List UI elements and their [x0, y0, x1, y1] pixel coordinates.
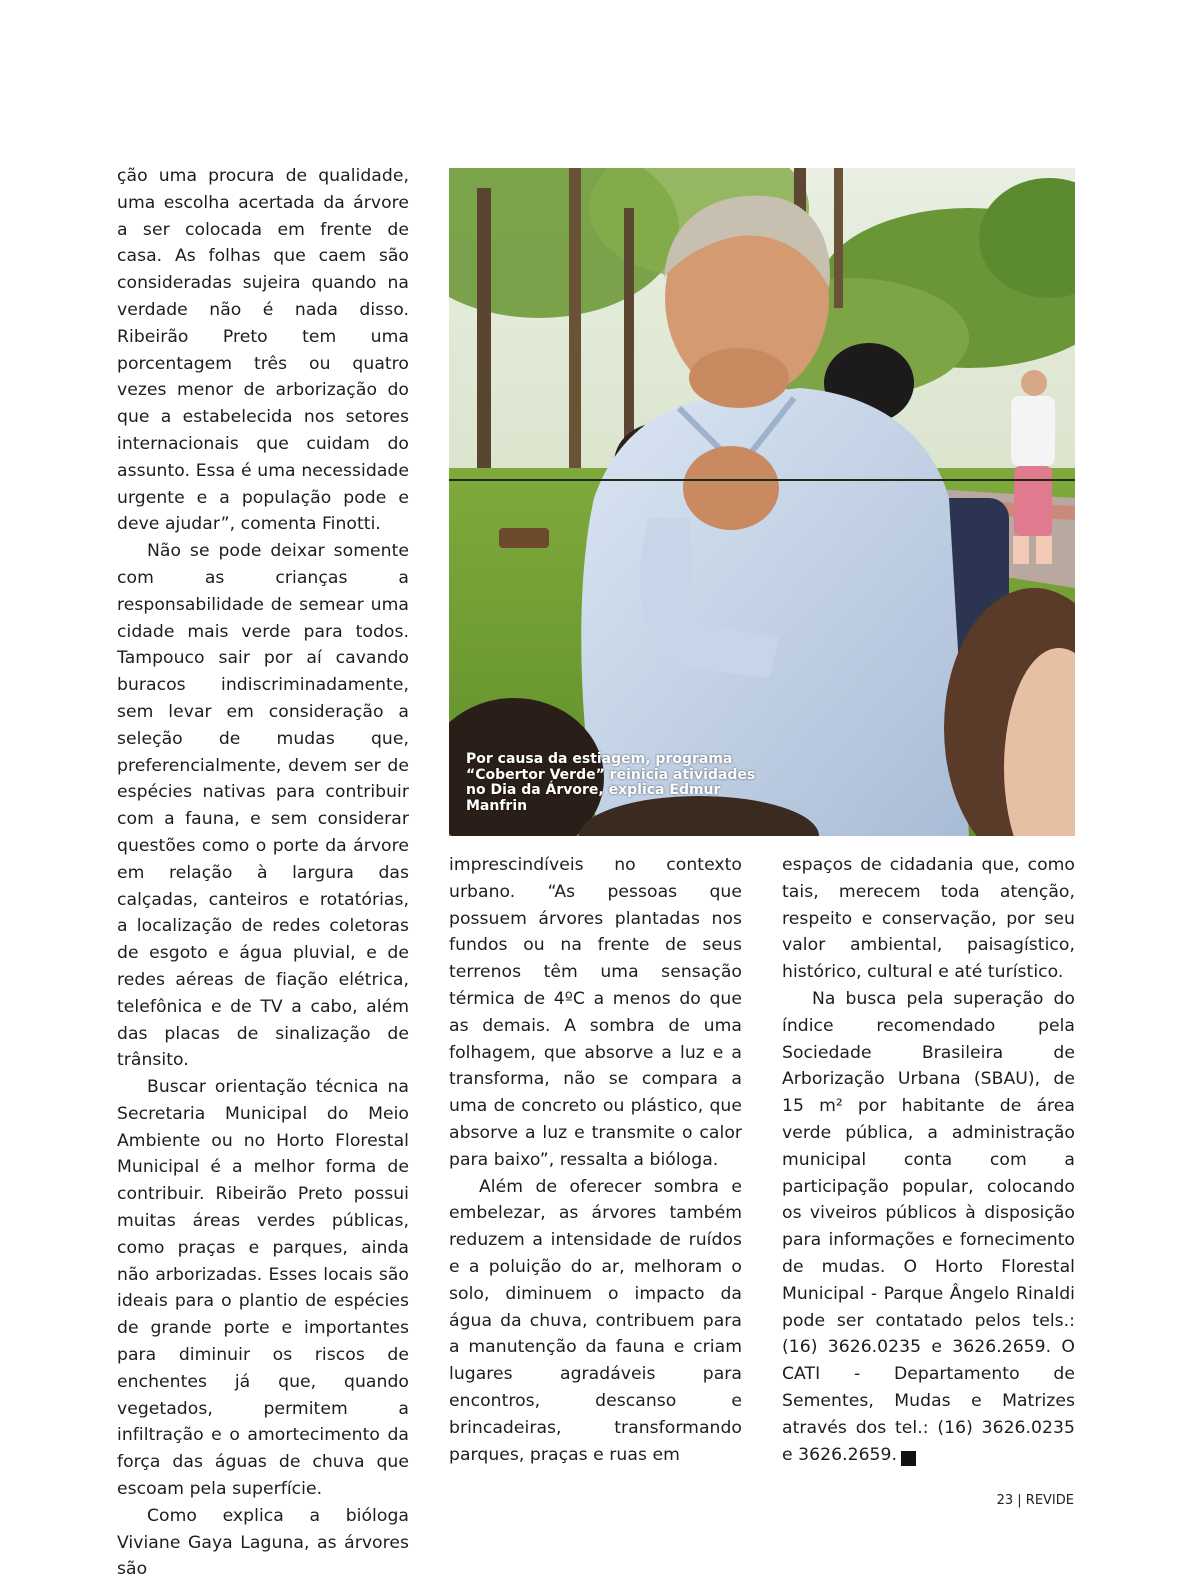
- paragraph: [782, 986, 1075, 1468]
- photo-illustration: [449, 168, 1075, 836]
- photo-caption: Por causa da estiagem, programa “Cobertor Verde” reinicia atividades no Dia da Árvore, explica Edmur Manfrin: [466, 751, 756, 814]
- paragraph: Não se pode deixar somente com as crianças a responsabilidade de semear uma cidade mais verde para todos. Tampouco sair por aí cavando buracos indiscriminadamente, sem levar em consideração a seleção de mudas que, preferencialmente, devem ser de espécies nativas para contribuir com a fauna, e sem considerar questões como o porte da árvore em relação à largura das calçadas, canteiros e rotatórias, a localização de redes coletoras de esgoto e água pluvial, e de redes aéreas de fiação elétrica, telefônica e de TV a cabo, além das placas de sinalização de trânsito.: [117, 541, 409, 1071]
- man-fist: [683, 446, 779, 530]
- footer-separator: |: [1017, 1493, 1022, 1508]
- paragraph: Além de oferecer sombra e embelezar, as árvores também reduzem a intensidade de ruídos e a poluição do ar, melhoram o solo, diminuem o impacto da água da chuva, contribuem para a manutenção da fauna e criam lugares agradáveis para encontros, descanso e brincadeiras, transformando parques, praças e ruas em: [449, 1176, 742, 1465]
- paragraph-text: Na busca pela superação do índice recomendado pela Sociedade Brasileira de Arborização Urbana (SBAU), de 15 m² por habitante de área verde pública, a administração municipal conta com a participação popular, colocando os viveiros públicos à disposição para informações e fornecimento de mudas. O Horto Florestal Municipal - Parque Ângelo Rinaldi pode ser contatado pelos tels.:(16) 3626.0235 e 3626.2659. O CATI - Departamento de Sementes, Mudas e Matrizes através dos tel.: (16) 3626.0235 e 3626.2659.: [782, 988, 1075, 1465]
- page-number: 23: [996, 1493, 1014, 1508]
- paragraph: ção uma procura de qualidade, uma escolha acertada da árvore a ser colocada em frente de casa. As folhas que caem são consideradas sujeira quando na verdade não é nada disso. Ribeirão Preto tem uma porcentagem três ou quatro vezes menor de arborização do que a estabelecida nos setores internacionais que cuidam do assunto. Essa é uma necessidade urgente e a população pode e deve ajudar”, comenta Finotti.: [117, 166, 409, 535]
- paragraph: Buscar orientação técnica na Secretaria Municipal do Meio Ambiente ou no Horto Florestal Municipal é a melhor forma de contribuir. Ribeirão Preto possui muitas áreas verdes públicas, como praças e parques, ainda não arborizadas. Esses locais são ideais para o plantio de espécies de grande porte e importantes para diminuir os riscos de enchentes já que, quando vegetados, permitem a infiltração e o amortecimento da força das águas de chuva que escoam pela superfície.: [117, 1077, 409, 1500]
- paragraph: imprescindíveis no contexto urbano. “As pessoas que possuem árvores plantadas nos fundos ou na frente de seus terrenos têm uma sensação térmica de 4ºC a menos do que as demais. A sombra de uma folhagem, que absorve a luz e a transforma, não se compara a uma de concreto ou plástico, que absorve a luz e transmite o calor para baixo”, ressalta a bióloga.: [449, 855, 742, 1170]
- article-photo: [449, 168, 1075, 836]
- paragraph: espaços de cidadania que, como tais, merecem toda atenção, respeito e conservação, por seu valor ambiental, paisagístico, histórico, cultural e até turístico.: [782, 855, 1075, 983]
- article-column-1: [117, 163, 409, 1583]
- magazine-name: REVIDE: [1025, 1493, 1074, 1508]
- article-column-3: [782, 852, 1075, 1468]
- article-column-2: [449, 852, 742, 1468]
- paragraph: Como explica a bióloga Viviane Gaya Laguna, as árvores são: [117, 1505, 409, 1580]
- page-footer: [997, 1493, 1074, 1508]
- end-of-article-mark: r: [901, 1451, 916, 1466]
